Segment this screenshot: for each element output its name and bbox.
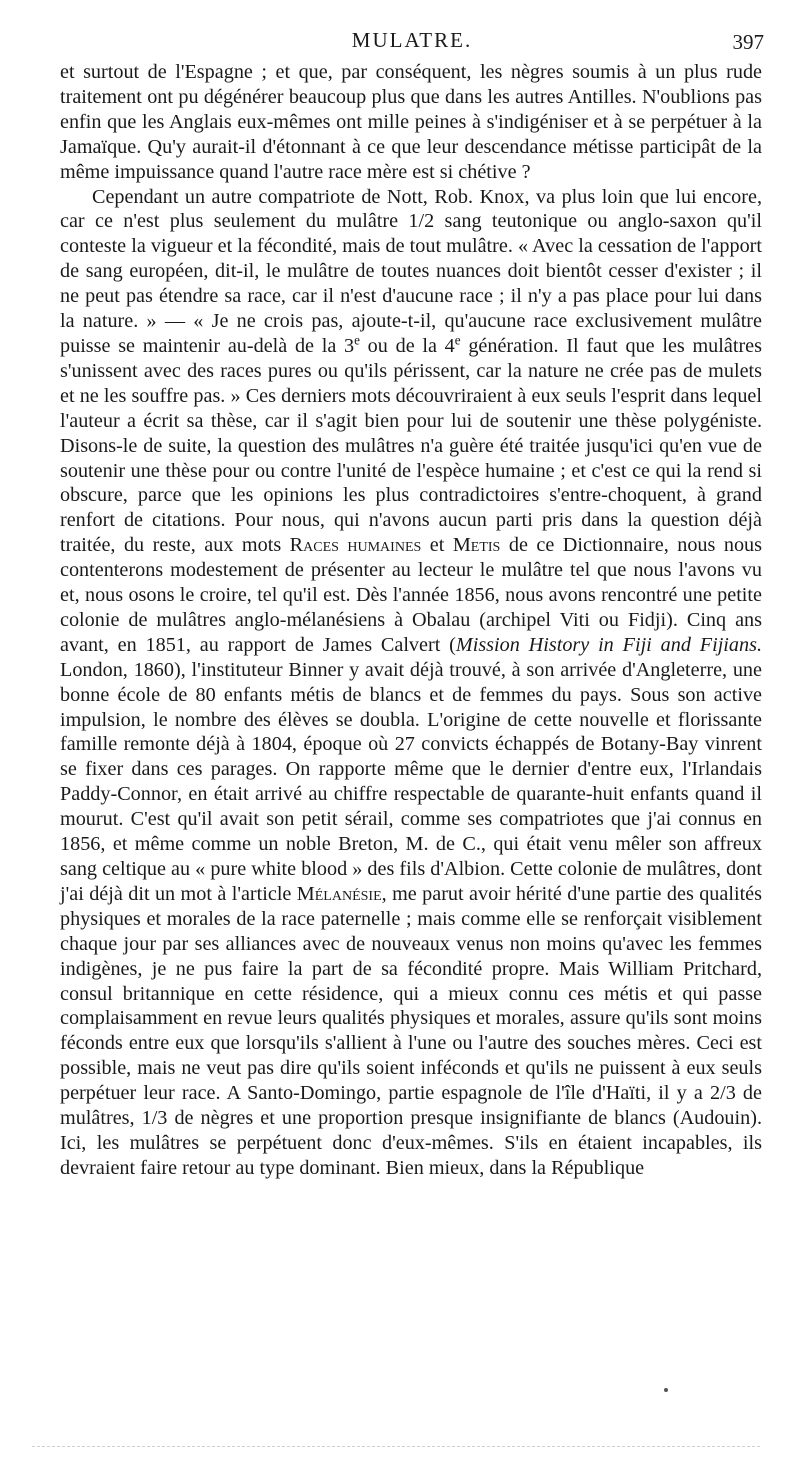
text-run: et: [421, 534, 453, 557]
text-run: et surtout de l'Espagne ; et que, par conséquent, les nègres soumis à un plus rude traitement ont pu dégénérer beaucoup plus que dans les autres Antilles. N'oublions pas enfin que les Anglais eux-mêmes ont mille peines à s'indigéniser et à se perpétuer à la Jamaïque. Qu'y aurait-il d'étonnant à ce que leur descendance métisse participât de la même impuissance quand l'autre race mère est si chétive ?: [60, 61, 762, 183]
text-sup: e: [454, 332, 461, 348]
text-run: génération. Il faut que les mulâtres s'unissent avec des races pures ou qu'ils périssent, car la nature ne crée pas de mulets et ne les souffre pas. » Ces derniers mots découvriraient à eux seuls l'esprit dans lequel l'auteur a écrit sa thèse, car il s'agit bien pour lui de soutenir une thèse polygéniste. Disons-le de suite, la question des mulâtres n'a guère été traitée jusqu'ici qu'en vue de soutenir une thèse pour ou contre l'unité de l'espèce humaine ; et c'est ce qui la rend si obscure, parce que les opinions les plus contradictoires s'entre-choquent, à grand renfort de citations. Pour nous, qui n'avons aucun parti pris dans la question déjà traitée, du reste, aux mots: [60, 334, 762, 557]
text-run: de ce Dictionnaire, nous nous contenterons modestement de présenter au lecteur le mulâtre tel que nous l'avons vu et, nous osons le croire, tel qu'il est. Dès l'année 1856, nous avons rencontré une petite colonie de mulâtres anglo-mélanésiens à Obalau (archipel Viti ou Fidji). Cinq ans avant, en 1851, au rapport de James Calvert (: [60, 534, 762, 656]
running-header: [60, 28, 764, 54]
page-title: MULATRE.: [351, 28, 473, 52]
page-number: 397: [732, 30, 764, 54]
text-smallcaps: Metis: [452, 534, 501, 557]
text-run: ou de la 4: [359, 334, 455, 357]
paragraph: [60, 185, 762, 1181]
text-smallcaps: Mélanésie: [296, 882, 382, 905]
text-run: Cependant un autre compatriote de Nott, Rob. Knox, va plus loin que lui encore, car ce n'est plus seulement du mulâtre 1/2 sang teutonique ou anglo-saxon qu'il conteste la vigueur et la fécondité, mais de tout mulâtre. « Avec la cessation de l'apport de sang européen, dit-il, le mulâtre de toutes nuances doit bientôt cesser d'exister ; il ne peut pas étendre sa race, car il n'est d'aucune race ; il n'y a pas place pour lui dans la nature. » — « Je ne crois pas, ajoute-t-il, qu'aucune race exclusivement mulâtre puisse se maintenir au-delà de la 3: [60, 185, 762, 357]
body-text: [60, 60, 762, 1181]
text-sup: e: [354, 332, 360, 348]
text-run: , me parut avoir hérité d'une partie des qualités physiques et morales de la race paternelle ; mais comme elle se renforçait visiblement chaque jour par ses alliances avec de nouveaux venus non moins qu'avec les femmes indigènes, je ne pus faire la part de sa fécondité propre. Mais William Pritchard, consul britannique en cette résidence, qui a mieux connu ces métis et qui passe complaisamment en revue leurs qualités physiques et morales, assure qu'ils sont moins féconds entre eux que lorsqu'ils s'allient à l'une ou l'autre des souches mères. Ceci est possible, mais ne veut pas dire qu'ils soient inféconds et qu'ils ne puissent à eux seuls perpétuer leur race. A Santo-Domingo, partie espagnole de l'île d'Haïti, il y a 2/3 de mulâtres, 1/3 de nègres et une proportion presque insignifiante de blancs (Audouin). Ici, les mulâtres se perpétuent donc d'eux-mêmes. S'ils en étaient incapables, ils devraient faire retour au type dominant. Bien mieux, dans la République: [60, 882, 762, 1179]
paragraph: [60, 60, 762, 185]
ink-speck: [664, 1388, 668, 1392]
text-smallcaps: Races humaines: [289, 534, 422, 557]
text-italic: Mission History in Fiji and Fijians.: [455, 633, 763, 656]
bottom-scan-artifact: [32, 1446, 760, 1447]
text-run: London, 1860), l'instituteur Binner y avait déjà trouvé, à son arrivée d'Angleterre, une bonne école de 80 enfants métis de blancs et de femmes du pays. Sous son active impulsion, le nombre des élèves se doubla. L'origine de cette nouvelle et florissante famille remonte déjà à 1804, époque où 27 convicts échappés de Botany-Bay vinrent se fixer dans ces parages. On rapporte même que le dernier d'entre eux, l'Irlandais Paddy-Connor, en était arrivé au chiffre respectable de quarante-huit enfants quand il mourut. C'est qu'il avait son petit sérail, comme ses compatriotes que j'ai connus en 1856, et même comme un noble Breton, M. de C., qui était venu mêler son affreux sang celtique au « pure white blood » des fils d'Albion. Cette colonie de mulâtres, dont j'ai déjà dit un mot à l'article: [60, 658, 762, 905]
